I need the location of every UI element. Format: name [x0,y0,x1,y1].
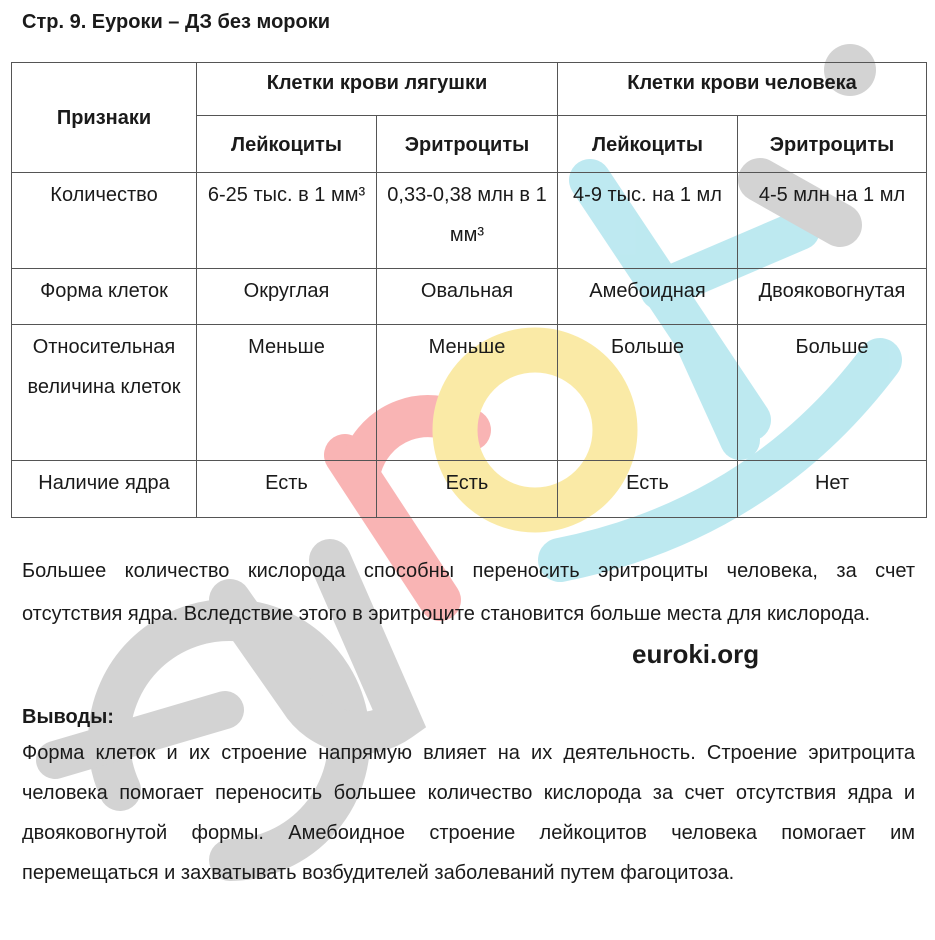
table-row [12,173,927,269]
cell-value: Есть [558,461,738,518]
header-property: Признаки [12,63,197,173]
table-row [12,269,927,325]
table-header-row [12,63,927,116]
header-group-frog: Клетки крови лягушки [197,63,558,116]
cell-value: Есть [377,461,558,518]
cell-value: Есть [197,461,377,518]
blood-cells-table [11,62,927,518]
header-erythrocytes-frog: Эритроциты [377,116,558,173]
cell-value: Двояковогнутая [738,269,927,325]
cell-value: Меньше [197,325,377,461]
header-leukocytes-human: Лейкоциты [558,116,738,173]
header-group-human: Клетки крови человека [558,63,927,116]
row-label: Относительная величина клеток [12,325,197,461]
conclusion-paragraph: Форма клеток и их строение напрямую влияет на их деятельность. Строение эритроцита человека помогает переносить большее количество кислорода за счет отсутствия ядра и двояковогнутой формы. Амебоидное строение лейкоцитов человека помогает им перемещаться и захватывать возбудителей заболеваний путем фагоцитоза. [22,742,915,884]
cell-value: Овальная [377,269,558,325]
header-leukocytes-frog: Лейкоциты [197,116,377,173]
cell-value: Нет [738,461,927,518]
row-label: Количество [12,173,197,269]
header-erythrocytes-human: Эритроциты [738,116,927,173]
cell-value: Больше [558,325,738,461]
cell-value: Амебоидная [558,269,738,325]
cell-value: 6-25 тыс. в 1 мм³ [197,173,377,269]
row-label: Наличие ядра [12,461,197,518]
cell-value: 4-9 тыс. на 1 мл [558,173,738,269]
cell-value: Больше [738,325,927,461]
site-name: euroki.org [632,639,760,669]
cell-value: 4-5 млн на 1 мл [738,173,927,269]
cell-value: 0,33-0,38 млн в 1 мм³ [377,173,558,269]
cell-value: Меньше [377,325,558,461]
conclusion-heading: Выводы: [22,706,114,728]
table-row [12,461,927,518]
table-row [12,325,927,461]
answer-paragraph: Большее количество кислорода способны переносить эритроциты человека, за счет отсутствия ядра. Вследствие этого в эритроците становится больше места для кислорода. [22,560,915,625]
row-label: Форма клеток [12,269,197,325]
page-title: Стр. 9. Еуроки – ДЗ без мороки [22,11,331,33]
cell-value: Округлая [197,269,377,325]
